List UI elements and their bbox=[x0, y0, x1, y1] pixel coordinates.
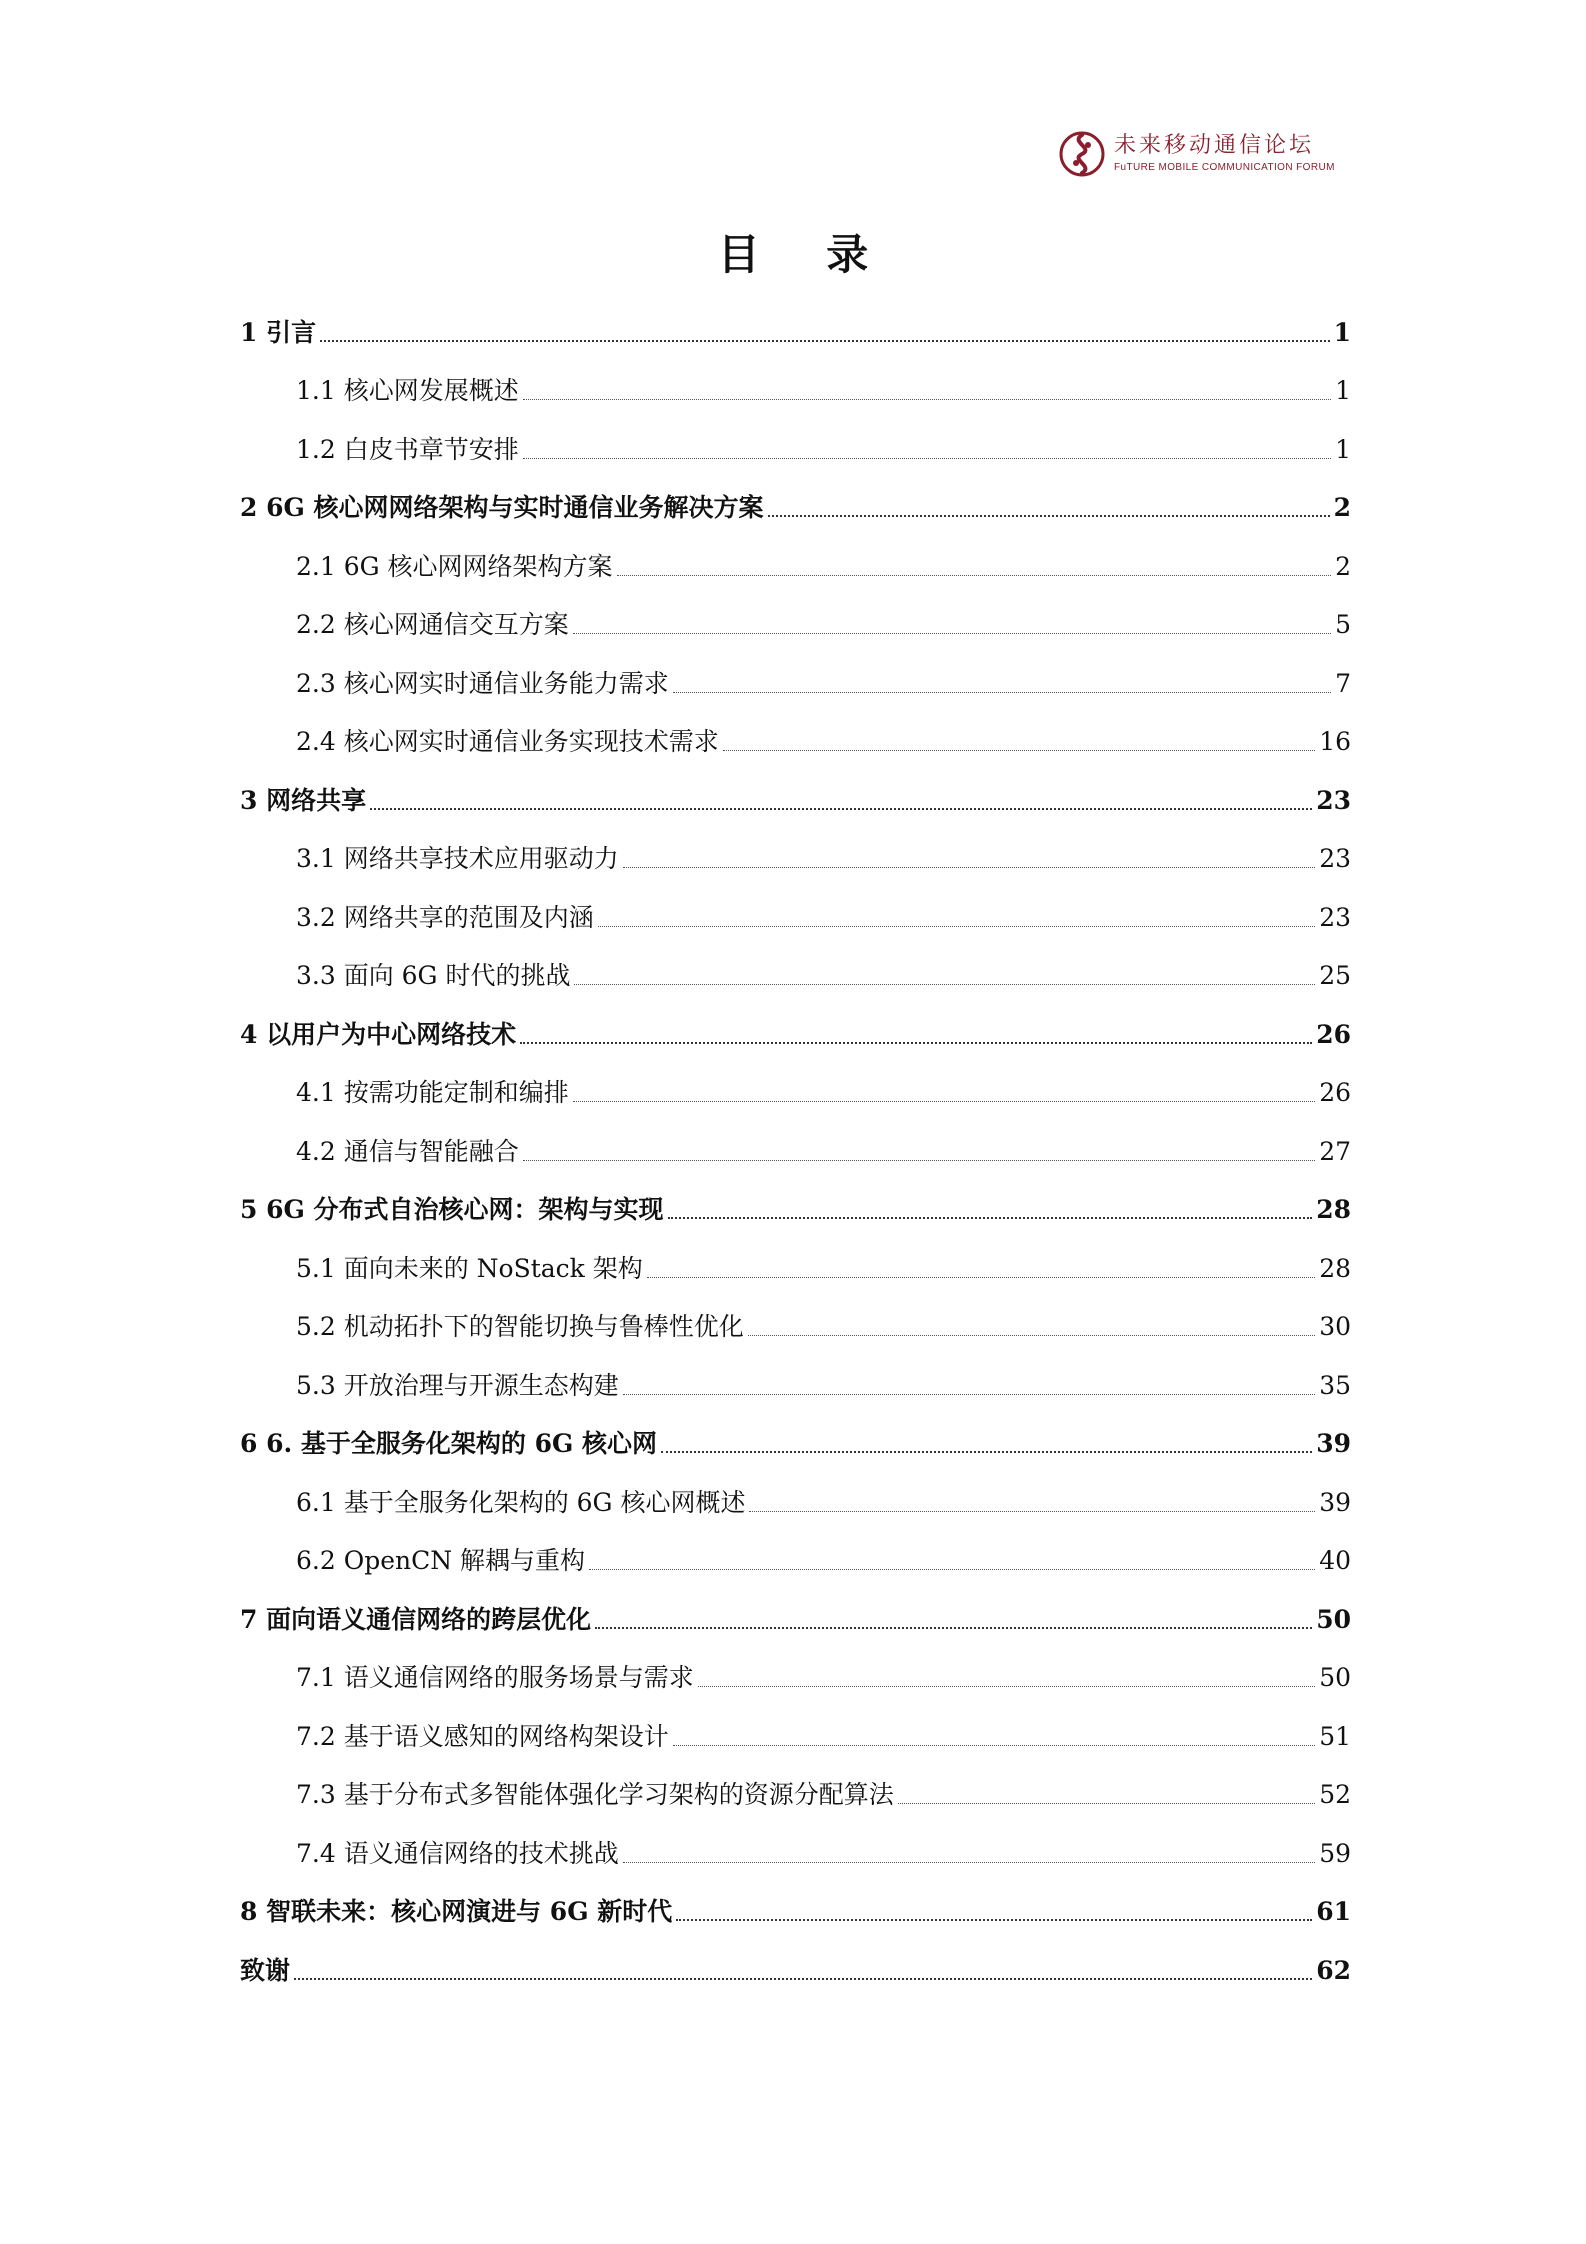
toc-section-entry[interactable] bbox=[240, 534, 1351, 593]
toc-dot-leader bbox=[676, 1919, 1312, 1921]
toc-section-entry[interactable] bbox=[240, 1704, 1351, 1763]
forum-logo-icon bbox=[1058, 130, 1106, 178]
toc-page-number: 26 bbox=[1316, 1019, 1351, 1049]
toc-entry-title: 5.3 开放治理与开源生态构建 bbox=[296, 1370, 619, 1400]
logo-english-text: FuTURE MOBILE COMMUNICATION FORUM bbox=[1114, 162, 1335, 173]
toc-dot-leader bbox=[698, 1686, 1315, 1687]
toc-entry-title: 1.2 白皮书章节安排 bbox=[296, 434, 519, 464]
toc-entry-title: 1 引言 bbox=[240, 317, 317, 347]
forum-logo bbox=[1058, 128, 1348, 180]
toc-section-entry[interactable] bbox=[240, 944, 1351, 1003]
toc-dot-leader bbox=[623, 867, 1315, 868]
toc-entry-title: 5 6G 分布式自治核心网：架构与实现 bbox=[240, 1195, 664, 1224]
toc-dot-leader bbox=[573, 1101, 1315, 1102]
toc-dot-leader bbox=[598, 926, 1315, 927]
toc-chapter-entry[interactable] bbox=[240, 1587, 1351, 1646]
toc-section-entry[interactable] bbox=[240, 651, 1351, 710]
toc-dot-leader bbox=[661, 1451, 1312, 1453]
toc-entry-title: 6.1 基于全服务化架构的 6G 核心网概述 bbox=[296, 1487, 746, 1517]
toc-page-number: 40 bbox=[1319, 1546, 1351, 1575]
logo-chinese-text: 未来移动通信论坛 bbox=[1114, 133, 1315, 158]
toc-dot-leader bbox=[647, 1277, 1315, 1278]
toc-dot-leader bbox=[589, 1569, 1315, 1570]
toc-chapter-entry[interactable] bbox=[240, 768, 1351, 827]
toc-dot-leader bbox=[523, 458, 1331, 459]
toc-entry-title: 7.4 语义通信网络的技术挑战 bbox=[296, 1838, 619, 1868]
toc-page-number: 30 bbox=[1319, 1312, 1351, 1341]
toc-dot-leader bbox=[617, 575, 1332, 576]
toc-dot-leader bbox=[573, 633, 1331, 634]
toc-section-entry[interactable] bbox=[240, 1236, 1351, 1295]
toc-entry-title: 7.2 基于语义感知的网络构架设计 bbox=[296, 1721, 669, 1751]
toc-section-entry[interactable] bbox=[240, 1470, 1351, 1529]
toc-entry-title: 2.4 核心网实时通信业务实现技术需求 bbox=[296, 727, 719, 756]
toc-entry-title: 2.3 核心网实时通信业务能力需求 bbox=[296, 668, 669, 698]
toc-entry-title: 3.2 网络共享的范围及内涵 bbox=[296, 902, 594, 932]
toc-entry-title: 3.1 网络共享技术应用驱动力 bbox=[296, 844, 619, 873]
toc-page-number: 5 bbox=[1335, 610, 1351, 639]
toc-chapter-entry[interactable] bbox=[240, 1002, 1351, 1061]
toc-entry-title: 4.1 按需功能定制和编排 bbox=[296, 1078, 569, 1107]
toc-entry-title: 8 智联未来：核心网演进与 6G 新时代 bbox=[240, 1897, 673, 1926]
toc-dot-leader bbox=[748, 1335, 1315, 1336]
toc-page-number: 51 bbox=[1319, 1721, 1351, 1751]
toc-page-number: 1 bbox=[1335, 376, 1351, 405]
toc-page-number: 16 bbox=[1319, 727, 1351, 756]
toc-chapter-entry[interactable] bbox=[240, 1880, 1351, 1939]
toc-dot-leader bbox=[749, 1511, 1315, 1512]
toc-page-number: 28 bbox=[1316, 1195, 1351, 1224]
toc-page-number: 23 bbox=[1316, 785, 1351, 815]
toc-dot-leader bbox=[623, 1394, 1315, 1395]
toc-section-entry[interactable] bbox=[240, 1821, 1351, 1880]
toc-entry-title: 4.2 通信与智能融合 bbox=[296, 1136, 519, 1166]
toc-dot-leader bbox=[523, 399, 1331, 400]
toc-page-number: 50 bbox=[1319, 1663, 1351, 1692]
toc-entry-title: 4 以用户为中心网络技术 bbox=[240, 1019, 517, 1049]
toc-chapter-entry[interactable] bbox=[240, 1178, 1351, 1237]
toc-page-number: 1 bbox=[1335, 434, 1351, 464]
toc-section-entry[interactable] bbox=[240, 1529, 1351, 1588]
toc-dot-leader bbox=[673, 692, 1331, 693]
toc-page-number: 39 bbox=[1316, 1429, 1351, 1458]
toc-section-entry[interactable] bbox=[240, 1353, 1351, 1412]
page-title: 目 录 bbox=[717, 230, 895, 279]
toc-page-number: 27 bbox=[1319, 1136, 1351, 1166]
toc-entry-title: 6.2 OpenCN 解耦与重构 bbox=[296, 1546, 586, 1575]
toc-entry-title: 5.2 机动拓扑下的智能切换与鲁棒性优化 bbox=[296, 1312, 744, 1341]
toc-dot-leader bbox=[370, 808, 1312, 810]
toc-page-number: 61 bbox=[1316, 1897, 1351, 1926]
toc-page-number: 23 bbox=[1319, 844, 1351, 873]
toc-page-number: 23 bbox=[1319, 902, 1351, 932]
toc-page-number: 2 bbox=[1333, 493, 1351, 522]
toc-chapter-entry[interactable] bbox=[240, 300, 1351, 359]
toc-dot-leader bbox=[723, 750, 1315, 751]
toc-dot-leader bbox=[520, 1042, 1312, 1044]
toc-page-number: 35 bbox=[1319, 1370, 1351, 1400]
toc-dot-leader bbox=[574, 984, 1315, 985]
toc-page-number: 1 bbox=[1333, 317, 1351, 347]
toc-chapter-entry[interactable] bbox=[240, 1938, 1351, 1997]
toc-dot-leader bbox=[668, 1217, 1313, 1219]
toc-dot-leader bbox=[768, 515, 1330, 517]
toc-section-entry[interactable] bbox=[240, 710, 1351, 769]
toc-page-number: 50 bbox=[1316, 1604, 1351, 1634]
toc-section-entry[interactable] bbox=[240, 1763, 1351, 1822]
toc-entry-title: 6 6. 基于全服务化架构的 6G 核心网 bbox=[240, 1429, 658, 1458]
toc-section-entry[interactable] bbox=[240, 1061, 1351, 1120]
toc-page-number: 39 bbox=[1319, 1487, 1351, 1517]
toc-section-entry[interactable] bbox=[240, 359, 1351, 418]
toc-page-number: 28 bbox=[1319, 1253, 1351, 1283]
toc-entry-title: 5.1 面向未来的 NoStack 架构 bbox=[296, 1253, 643, 1283]
toc-entry-title: 7.1 语义通信网络的服务场景与需求 bbox=[296, 1663, 694, 1692]
toc-entry-title: 2.1 6G 核心网网络架构方案 bbox=[296, 551, 613, 581]
toc-entry-title: 3 网络共享 bbox=[240, 785, 367, 815]
toc-entry-title: 7.3 基于分布式多智能体强化学习架构的资源分配算法 bbox=[296, 1780, 894, 1809]
toc-page-number: 26 bbox=[1319, 1078, 1351, 1107]
toc-entry-title: 1.1 核心网发展概述 bbox=[296, 376, 519, 405]
toc-page-number: 62 bbox=[1316, 1955, 1351, 1985]
toc-entry-title: 3.3 面向 6G 时代的挑战 bbox=[296, 961, 571, 990]
toc-section-entry[interactable] bbox=[240, 1295, 1351, 1354]
toc-section-entry[interactable] bbox=[240, 417, 1351, 476]
toc-dot-leader bbox=[294, 1978, 1312, 1980]
toc-entry-title: 2.2 核心网通信交互方案 bbox=[296, 610, 569, 639]
toc-section-entry[interactable] bbox=[240, 827, 1351, 886]
toc-section-entry[interactable] bbox=[240, 1119, 1351, 1178]
toc-page-number: 25 bbox=[1319, 961, 1351, 990]
toc-section-entry[interactable] bbox=[240, 593, 1351, 652]
toc-entry-title: 致谢 bbox=[240, 1955, 291, 1985]
toc-chapter-entry[interactable] bbox=[240, 476, 1351, 535]
toc-dot-leader bbox=[320, 340, 1329, 342]
toc-page-number: 7 bbox=[1335, 668, 1351, 698]
toc-dot-leader bbox=[595, 1627, 1312, 1629]
toc-section-entry[interactable] bbox=[240, 885, 1351, 944]
toc-page-number: 52 bbox=[1319, 1780, 1351, 1809]
toc-dot-leader bbox=[523, 1160, 1315, 1161]
toc-page-number: 2 bbox=[1335, 551, 1351, 581]
toc-dot-leader bbox=[623, 1862, 1315, 1863]
toc-section-entry[interactable] bbox=[240, 1646, 1351, 1705]
toc-dot-leader bbox=[898, 1803, 1315, 1804]
toc-chapter-entry[interactable] bbox=[240, 1412, 1351, 1471]
table-of-contents bbox=[240, 300, 1351, 1997]
toc-dot-leader bbox=[673, 1745, 1315, 1746]
toc-page-number: 59 bbox=[1319, 1838, 1351, 1868]
toc-entry-title: 2 6G 核心网网络架构与实时通信业务解决方案 bbox=[240, 493, 764, 522]
toc-entry-title: 7 面向语义通信网络的跨层优化 bbox=[240, 1604, 592, 1634]
